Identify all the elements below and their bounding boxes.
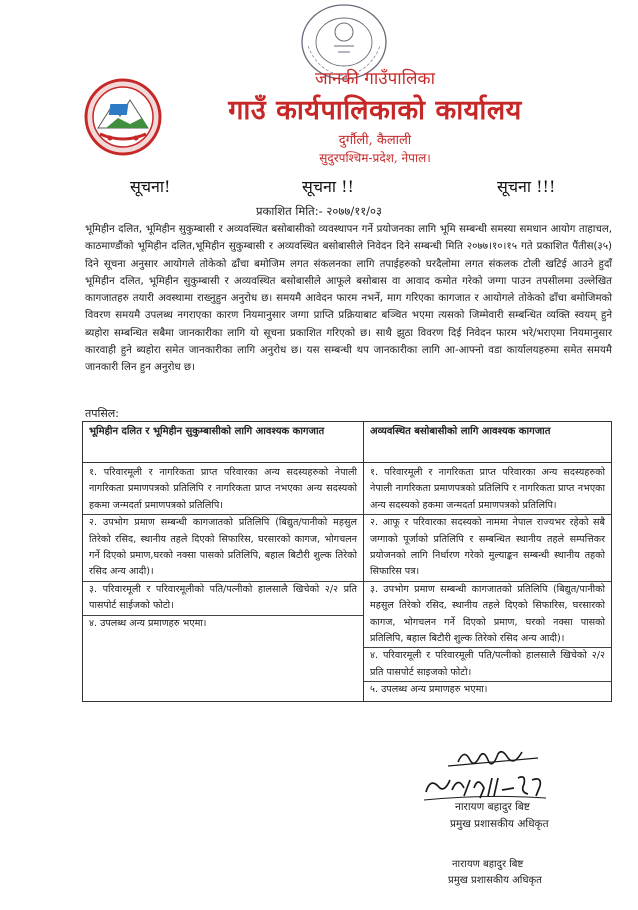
signatory-name: नारायण बहादुर बिष्ट [455, 801, 530, 813]
notice-heading-2: सूचना !! [302, 177, 354, 196]
required-documents-table [82, 421, 612, 702]
notice-heading-3: सूचना !!! [497, 177, 556, 196]
signatory-title: प्रमुख प्रशासकीय अधिकृत [450, 818, 549, 830]
list-item: ३. उपभोग प्रमाण सम्बन्धी कागजातको प्रतिलिपि (बिद्युत/पानीको महसुल तिरेको रसिद, स्थानीय तहले दिएको सिफारिस, घरसारको कागज, भोगचलन गर्ने दिएको प्रमाण, घरको नक्सा पासको प्रतिलिपि, बहाल बिटौरी शुल्क तिरेको रसिद अन्य आदी)। [370, 583, 605, 645]
name-stamp: नारायण बहादुर बिष्ट [452, 859, 524, 870]
published-date: प्रकाशित मिति:- २०७७/११/०३ [255, 204, 383, 218]
list-item: १. परिवारमूली र नागरिकता प्राप्त परिवारका अन्य सदस्यहरुको नेपाली नागरिकता प्रमाणपत्रको प्रतिलिपि र नागरिकता प्राप्त नभएका अन्य सदस्यको हकमा जन्मदर्ता प्रमाणपत्रको प्रतिलिपि। [89, 467, 357, 511]
left-document-list [83, 463, 364, 702]
municipality-name: जानकी गाउँपालिका [314, 69, 436, 89]
notice-heading-1: सूचना! [130, 177, 171, 196]
province-address: सुदुरपश्चिम-प्रदेश, नेपाल। [319, 151, 431, 165]
list-item: २. उपभोग प्रमाण सम्बन्धी कागजातको प्रतिलिपि (बिद्युत/पानीको महसुल तिरेको रसिद, स्थानीय तहले दिएको सिफारिस, घरसारको कागज, भोगचलन गर्ने दिएको प्रमाण,घरको नक्सा पासको प्रतिलिपि, बहाल बिटौरी शुल्क तिरेको रसिद अन्य आदी)। [89, 517, 357, 578]
handwritten-signature [418, 744, 578, 806]
district-address: दुर्गौली, कैलाली [338, 133, 412, 148]
title-stamp: प्रमुख प्रशासकीय अधिकृत [448, 875, 542, 886]
left-column-header: भूमिहीन दलित र भूमिहीन सुकुम्बासीको लागि आवश्यक कागजात [83, 422, 364, 463]
details-label: तपसिल: [85, 407, 119, 420]
list-item: २. आफू र परिवारका सदस्यको नाममा नेपाल राज्यभर रहेको सबै जग्गाको पूर्जाको प्रतिलिपि र सम्बन्धित स्थानीय तहले सम्पत्तिकर प्रयोजनको लागि निर्धारण गरेको मुल्याङ्कन सम्बन्धी स्थानीय तहको सिफारिस पत्र। [370, 517, 605, 578]
office-title: गाउँ कार्यपालिकाको कार्यालय [228, 95, 522, 126]
list-item: ३. परिवारमूली र परिवारमूलीको पति/पत्नीको हालसालै खिचेको २/२ प्रति पासपोर्ट साईजको फोटो। [89, 583, 357, 612]
list-item: ४. उपलब्ध अन्य प्रमाणहरु भएमा। [89, 617, 207, 629]
table-row [83, 463, 612, 702]
right-document-list [364, 463, 612, 702]
notice-body-paragraph: भूमिहीन दलित, भूमिहीन सुकुम्बासी र अव्यवस्थित बसोबासीको व्यवस्थापन गर्ने प्रयोजनका लागि भूमि सम्बन्धी समस्या समधान आयोग ताहाचल, काठमाण्डौंको भूमिहीन दलित,भूमिहीन सुकुम्बासी र अव्यवस्थित बसोबासीले निवेदन दिने सम्बन्धी मिति २०७७।१०।१५ गते प्रकाशित पैंतीस(३५) दिने सूचना अनुसार आयोगले तोकेको ढाँचा बमोजिम लगत संकलनका लागि तपाईहरुको घरदैलोमा लगत संकलक टोली खटिई आउने हुदाँ भूमिहीन दलित, भूमिहीन सुकुम्बासी र अव्यवस्थित बसोबासीले आफूले बसोबास वा आवाद कमोत गरेको जग्गा पाउन तपसीलमा उल्लेखित कागजातहरु तयारी अवस्थामा राख्नुहुन अनुरोध छ। समयमै आवेदन फारम नभर्ने, माग गरिएका कागजात र आयोगले तोकेको ढाँचा बमोजिमको विवरण समयमै उपलब्ध नगराएका कारण नियमानुसार जग्गा प्राप्ति प्रक्रियाबाट बञ्चित भएमा त्यसको जिम्मेवारी सम्बन्धित व्यक्ति स्वयम् हुने ब्यहोरा सम्बन्धित सबैमा जानकारीका लागि यो सूचना प्रकाशित गरिएको छ। साथै झुठा विवरण दिई निवेदन फारम भरे/भराएमा नियमानुसार कारवाही हुने ब्यहोरा समेत जानकारीका लागि अनुरोध छ। यस सम्बन्धी थप जानकारीका लागि आ-आफ्नो वडा कार्यालयहरुमा समेत समयमै जानकारी लिन हुन अनुरोध छ। [85, 224, 612, 374]
list-item: ४. परिवारमूली र परिवारमूली पति/पत्नीको हालसालै खिचेको २/२ प्रति पासपोर्ट साइजको फोटो। [370, 650, 605, 678]
list-item: १. परिवारमूली र नागरिकता प्राप्त परिवारका अन्य सदस्यहरुको नेपाली नागरिकता प्रमाणपत्रको प्रतिलिपि र नागरिकता प्राप्त नभएका अन्य सदस्यको हकमा जन्मदर्ता प्रमाणपत्रको प्रतिलिपि। [370, 467, 605, 511]
list-item: ५. उपलब्ध अन्य प्रमाणहरु भएमा। [370, 684, 488, 696]
table-header-row [83, 422, 612, 463]
nepal-emblem-logo [84, 78, 162, 156]
right-column-header: अव्यवस्थित बसोबासीको लागि आवश्यक कागजात [364, 422, 612, 463]
